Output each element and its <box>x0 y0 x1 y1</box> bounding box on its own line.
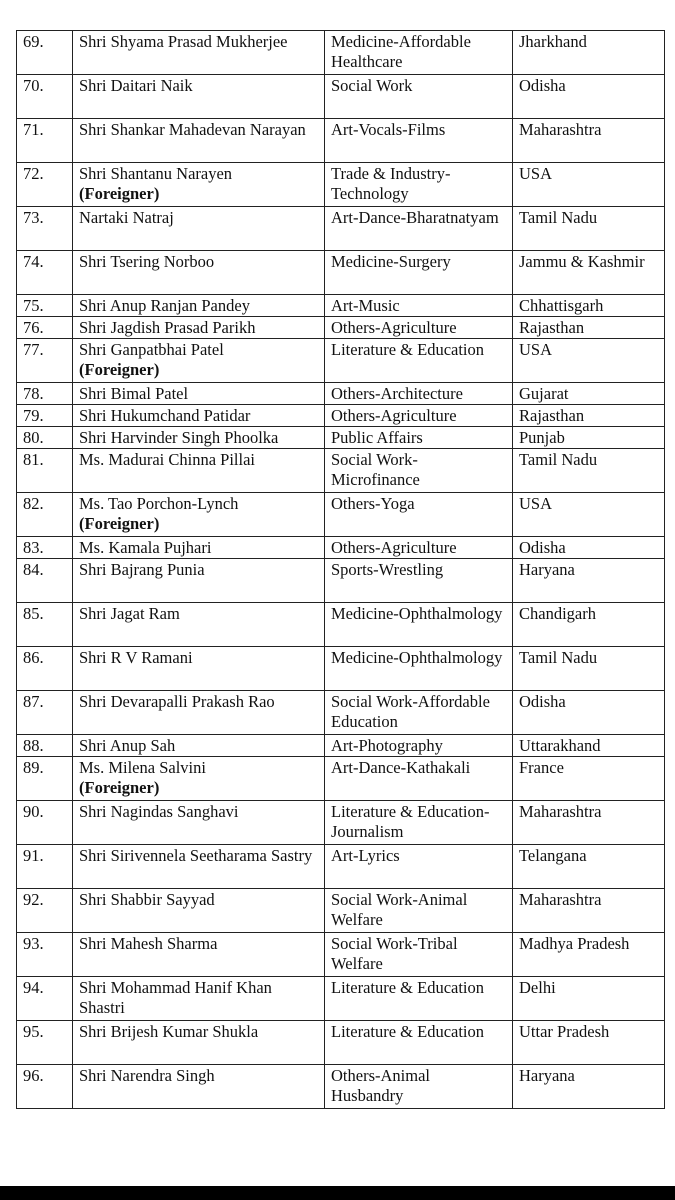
name-cell <box>73 537 325 559</box>
name-cell <box>73 163 325 207</box>
table-row <box>17 757 665 801</box>
serial-number-cell: 77. <box>17 339 73 383</box>
state-cell: Haryana <box>513 559 665 603</box>
serial-number-cell: 83. <box>17 537 73 559</box>
table-row <box>17 977 665 1021</box>
awardee-name: Shri Shantanu Narayen <box>79 164 233 183</box>
state-cell: Tamil Nadu <box>513 647 665 691</box>
table-row <box>17 691 665 735</box>
serial-number-cell: 90. <box>17 801 73 845</box>
serial-number-cell: 71. <box>17 119 73 163</box>
state-cell: Maharashtra <box>513 889 665 933</box>
table-row <box>17 889 665 933</box>
name-cell <box>73 801 325 845</box>
name-cell <box>73 75 325 119</box>
state-cell: Delhi <box>513 977 665 1021</box>
field-cell: Public Affairs <box>325 427 513 449</box>
table-row <box>17 339 665 383</box>
foreigner-tag: (Foreigner) <box>79 184 160 203</box>
state-cell: USA <box>513 339 665 383</box>
state-cell: France <box>513 757 665 801</box>
state-cell: Punjab <box>513 427 665 449</box>
awardee-name: Shri Tsering Norboo <box>79 252 215 271</box>
state-cell: Rajasthan <box>513 317 665 339</box>
table-row <box>17 31 665 75</box>
serial-number-cell: 95. <box>17 1021 73 1065</box>
state-cell: Odisha <box>513 75 665 119</box>
table-row <box>17 647 665 691</box>
name-cell <box>73 735 325 757</box>
name-cell <box>73 405 325 427</box>
serial-number-cell: 69. <box>17 31 73 75</box>
awardee-name: Shri Anup Sah <box>79 736 176 755</box>
serial-number-cell: 70. <box>17 75 73 119</box>
state-cell: Haryana <box>513 1065 665 1109</box>
name-cell <box>73 977 325 1021</box>
state-cell: Uttar Pradesh <box>513 1021 665 1065</box>
awardee-name: Shri Shabbir Sayyad <box>79 890 215 909</box>
awardee-name: Shri Nagindas Sanghavi <box>79 802 239 821</box>
table-row <box>17 427 665 449</box>
table-row <box>17 207 665 251</box>
table-row <box>17 295 665 317</box>
field-cell: Art-Photography <box>325 735 513 757</box>
name-cell <box>73 757 325 801</box>
table-body <box>17 31 665 1109</box>
table-row <box>17 163 665 207</box>
awardee-name: Shri Mahesh Sharma <box>79 934 218 953</box>
name-cell <box>73 889 325 933</box>
field-cell: Art-Dance-Bharatnatyam <box>325 207 513 251</box>
table-row <box>17 537 665 559</box>
state-cell: USA <box>513 163 665 207</box>
bottom-bar <box>0 1186 675 1200</box>
state-cell: Maharashtra <box>513 119 665 163</box>
serial-number-cell: 82. <box>17 493 73 537</box>
name-cell <box>73 1021 325 1065</box>
serial-number-cell: 89. <box>17 757 73 801</box>
name-cell <box>73 559 325 603</box>
awardee-name: Ms. Tao Porchon-Lynch <box>79 494 239 513</box>
state-cell: Chandigarh <box>513 603 665 647</box>
table-row <box>17 119 665 163</box>
awardee-name: Shri Brijesh Kumar Shukla <box>79 1022 259 1041</box>
awardee-name: Shri Bimal Patel <box>79 384 189 403</box>
serial-number-cell: 76. <box>17 317 73 339</box>
state-cell: Rajasthan <box>513 405 665 427</box>
awardee-name: Shri Mohammad Hanif Khan Shastri <box>79 978 272 1017</box>
awardee-name: Shri Shyama Prasad Mukherjee <box>79 32 288 51</box>
awardee-name: Ms. Madurai Chinna Pillai <box>79 450 255 469</box>
field-cell: Others-Animal Husbandry <box>325 1065 513 1109</box>
state-cell: Odisha <box>513 537 665 559</box>
name-cell <box>73 449 325 493</box>
serial-number-cell: 80. <box>17 427 73 449</box>
awardee-name: Shri Sirivennela Seetharama Sastry <box>79 846 313 865</box>
serial-number-cell: 81. <box>17 449 73 493</box>
name-cell <box>73 31 325 75</box>
awardee-name: Shri Jagdish Prasad Parikh <box>79 318 256 337</box>
table-row <box>17 735 665 757</box>
field-cell: Sports-Wrestling <box>325 559 513 603</box>
table-row <box>17 1065 665 1109</box>
serial-number-cell: 75. <box>17 295 73 317</box>
awardee-name: Shri Ganpatbhai Patel <box>79 340 224 359</box>
table-row <box>17 383 665 405</box>
name-cell <box>73 251 325 295</box>
table-row <box>17 449 665 493</box>
state-cell: Gujarat <box>513 383 665 405</box>
table-row <box>17 1021 665 1065</box>
name-cell <box>73 317 325 339</box>
awardee-name: Shri Jagat Ram <box>79 604 180 623</box>
name-cell <box>73 207 325 251</box>
awardee-name: Shri Anup Ranjan Pandey <box>79 296 250 315</box>
awardee-name: Shri Devarapalli Prakash Rao <box>79 692 275 711</box>
awardees-table <box>16 30 665 1109</box>
table-row <box>17 801 665 845</box>
state-cell: Odisha <box>513 691 665 735</box>
field-cell: Social Work-Tribal Welfare <box>325 933 513 977</box>
table-row <box>17 933 665 977</box>
field-cell: Medicine-Affordable Healthcare <box>325 31 513 75</box>
field-cell: Literature & Education <box>325 339 513 383</box>
serial-number-cell: 84. <box>17 559 73 603</box>
table-row <box>17 251 665 295</box>
field-cell: Literature & Education-Journalism <box>325 801 513 845</box>
field-cell: Others-Architecture <box>325 383 513 405</box>
field-cell: Art-Music <box>325 295 513 317</box>
field-cell: Literature & Education <box>325 1021 513 1065</box>
field-cell: Art-Lyrics <box>325 845 513 889</box>
serial-number-cell: 92. <box>17 889 73 933</box>
field-cell: Literature & Education <box>325 977 513 1021</box>
name-cell <box>73 691 325 735</box>
name-cell <box>73 295 325 317</box>
field-cell: Social Work <box>325 75 513 119</box>
table-row <box>17 845 665 889</box>
serial-number-cell: 88. <box>17 735 73 757</box>
awardee-name: Shri Harvinder Singh Phoolka <box>79 428 279 447</box>
name-cell <box>73 845 325 889</box>
table-row <box>17 493 665 537</box>
table-row <box>17 75 665 119</box>
serial-number-cell: 91. <box>17 845 73 889</box>
serial-number-cell: 85. <box>17 603 73 647</box>
serial-number-cell: 74. <box>17 251 73 295</box>
field-cell: Social Work-Animal Welfare <box>325 889 513 933</box>
field-cell: Others-Agriculture <box>325 405 513 427</box>
table-row <box>17 317 665 339</box>
field-cell: Social Work-Affordable Education <box>325 691 513 735</box>
state-cell: Madhya Pradesh <box>513 933 665 977</box>
name-cell <box>73 603 325 647</box>
field-cell: Others-Agriculture <box>325 537 513 559</box>
awardee-name: Ms. Kamala Pujhari <box>79 538 212 557</box>
foreigner-tag: (Foreigner) <box>79 360 160 379</box>
name-cell <box>73 493 325 537</box>
name-cell <box>73 933 325 977</box>
field-cell: Others-Agriculture <box>325 317 513 339</box>
state-cell: Jharkhand <box>513 31 665 75</box>
field-cell: Medicine-Ophthalmology <box>325 603 513 647</box>
awardee-name: Nartaki Natraj <box>79 208 174 227</box>
name-cell <box>73 383 325 405</box>
field-cell: Social Work-Microfinance <box>325 449 513 493</box>
field-cell: Trade & Industry-Technology <box>325 163 513 207</box>
state-cell: Uttarakhand <box>513 735 665 757</box>
state-cell: Tamil Nadu <box>513 449 665 493</box>
table-row <box>17 405 665 427</box>
name-cell <box>73 339 325 383</box>
state-cell: Maharashtra <box>513 801 665 845</box>
name-cell <box>73 119 325 163</box>
name-cell <box>73 647 325 691</box>
field-cell: Medicine-Surgery <box>325 251 513 295</box>
state-cell: Telangana <box>513 845 665 889</box>
serial-number-cell: 73. <box>17 207 73 251</box>
field-cell: Others-Yoga <box>325 493 513 537</box>
awardee-name: Shri R V Ramani <box>79 648 193 667</box>
state-cell: Jammu & Kashmir <box>513 251 665 295</box>
table-row <box>17 559 665 603</box>
awardee-name: Shri Bajrang Punia <box>79 560 205 579</box>
field-cell: Art-Dance-Kathakali <box>325 757 513 801</box>
field-cell: Medicine-Ophthalmology <box>325 647 513 691</box>
awardee-name: Shri Daitari Naik <box>79 76 193 95</box>
name-cell <box>73 427 325 449</box>
serial-number-cell: 93. <box>17 933 73 977</box>
awardee-name: Shri Hukumchand Patidar <box>79 406 251 425</box>
foreigner-tag: (Foreigner) <box>79 514 160 533</box>
serial-number-cell: 87. <box>17 691 73 735</box>
serial-number-cell: 96. <box>17 1065 73 1109</box>
name-cell <box>73 1065 325 1109</box>
serial-number-cell: 79. <box>17 405 73 427</box>
awardee-name: Ms. Milena Salvini <box>79 758 206 777</box>
serial-number-cell: 94. <box>17 977 73 1021</box>
serial-number-cell: 78. <box>17 383 73 405</box>
state-cell: USA <box>513 493 665 537</box>
table-row <box>17 603 665 647</box>
state-cell: Tamil Nadu <box>513 207 665 251</box>
awardee-name: Shri Narendra Singh <box>79 1066 215 1085</box>
foreigner-tag: (Foreigner) <box>79 778 160 797</box>
serial-number-cell: 86. <box>17 647 73 691</box>
serial-number-cell: 72. <box>17 163 73 207</box>
field-cell: Art-Vocals-Films <box>325 119 513 163</box>
state-cell: Chhattisgarh <box>513 295 665 317</box>
awardee-name: Shri Shankar Mahadevan Narayan <box>79 120 306 139</box>
